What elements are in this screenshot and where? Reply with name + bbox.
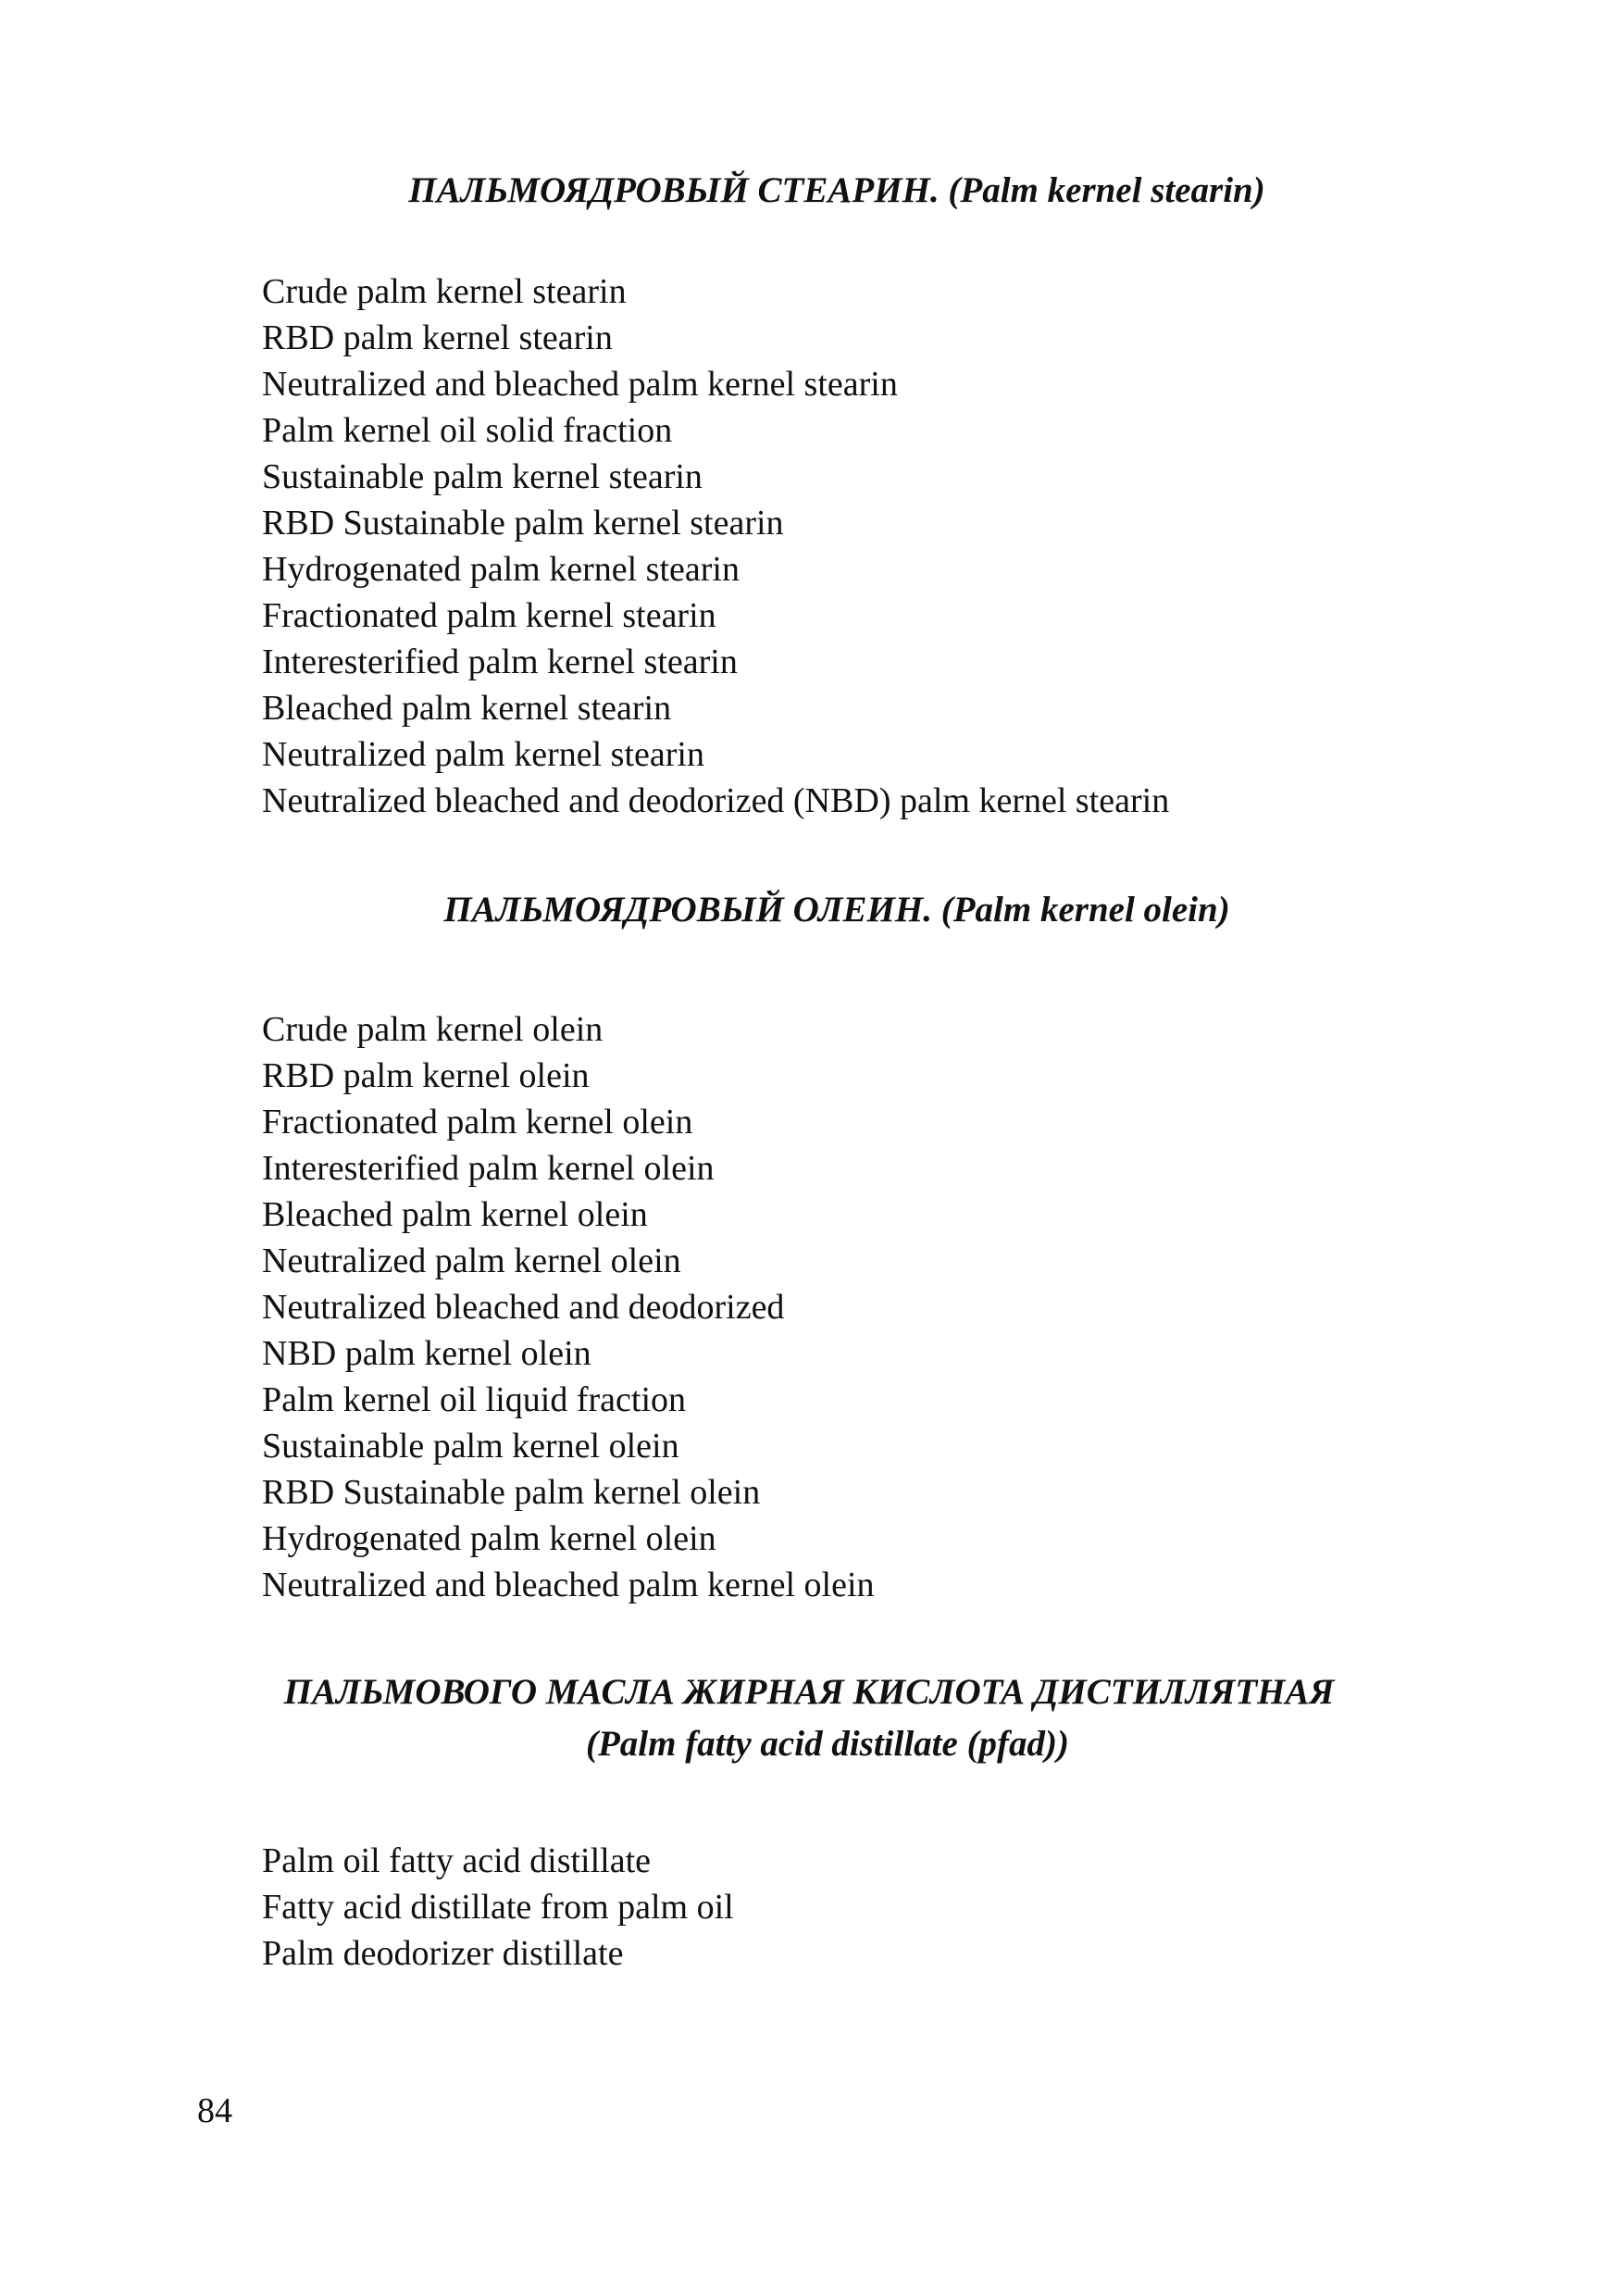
list-item: NBD palm kernel olein — [262, 1334, 591, 1373]
list-item: RBD palm kernel olein — [262, 1056, 590, 1095]
list-item: Neutralized bleached and deodorized (NBD) palm kernel stearin — [262, 781, 1170, 820]
list-item: RBD palm kernel stearin — [262, 318, 613, 357]
list-item: Hydrogenated palm kernel olein — [262, 1519, 716, 1558]
section-palm-kernel-stearin — [0, 165, 1618, 217]
section-palm-fatty-acid-distillate — [0, 1666, 1618, 1770]
section-heading: ПАЛЬМОЯДРОВЫЙ СТЕАРИН. (Palm kernel stearin) — [408, 170, 1265, 210]
item-list — [262, 1838, 734, 1977]
list-item: Hydrogenated palm kernel stearin — [262, 550, 740, 589]
list-item: Neutralized palm kernel stearin — [262, 735, 704, 774]
list-item: RBD Sustainable palm kernel stearin — [262, 504, 784, 543]
item-list — [262, 268, 1169, 824]
list-item: Interesterified palm kernel stearin — [262, 643, 738, 681]
list-item: Bleached palm kernel olein — [262, 1195, 648, 1234]
section-heading: ПАЛЬМОВОГО МАСЛА ЖИРНАЯ КИСЛОТА ДИСТИЛЛЯТНАЯ — [283, 1672, 1335, 1712]
list-item: Crude palm kernel stearin — [262, 272, 627, 311]
list-item: Palm kernel oil liquid fraction — [262, 1380, 687, 1419]
page-number: 84 — [197, 2091, 232, 2130]
list-item: Fractionated palm kernel olein — [262, 1103, 693, 1142]
list-item: Neutralized bleached and deodorized — [262, 1288, 785, 1327]
item-list — [262, 1006, 875, 1608]
list-item: Neutralized and bleached palm kernel olein — [262, 1566, 875, 1604]
list-item: RBD Sustainable palm kernel olein — [262, 1473, 761, 1512]
list-item: Neutralized and bleached palm kernel stearin — [262, 365, 898, 404]
list-item: Sustainable palm kernel stearin — [262, 457, 703, 496]
section-heading: ПАЛЬМОЯДРОВЫЙ ОЛЕИН. (Palm kernel olein) — [443, 890, 1230, 930]
list-item: Crude palm kernel olein — [262, 1010, 604, 1049]
list-item: Palm kernel oil solid fraction — [262, 411, 673, 450]
section-palm-kernel-olein — [0, 884, 1618, 936]
list-item: Bleached palm kernel stearin — [262, 689, 672, 728]
section-heading-line2: (Palm fatty acid distillate (pfad)) — [585, 1724, 1070, 1764]
list-item: Interesterified palm kernel olein — [262, 1149, 715, 1188]
list-item: Palm oil fatty acid distillate — [262, 1841, 652, 1880]
list-item: Sustainable palm kernel olein — [262, 1427, 679, 1466]
list-item: Fatty acid distillate from palm oil — [262, 1888, 734, 1927]
list-item: Fractionated palm kernel stearin — [262, 596, 716, 635]
list-item: Neutralized palm kernel olein — [262, 1242, 681, 1280]
list-item: Palm deodorizer distillate — [262, 1934, 624, 1973]
